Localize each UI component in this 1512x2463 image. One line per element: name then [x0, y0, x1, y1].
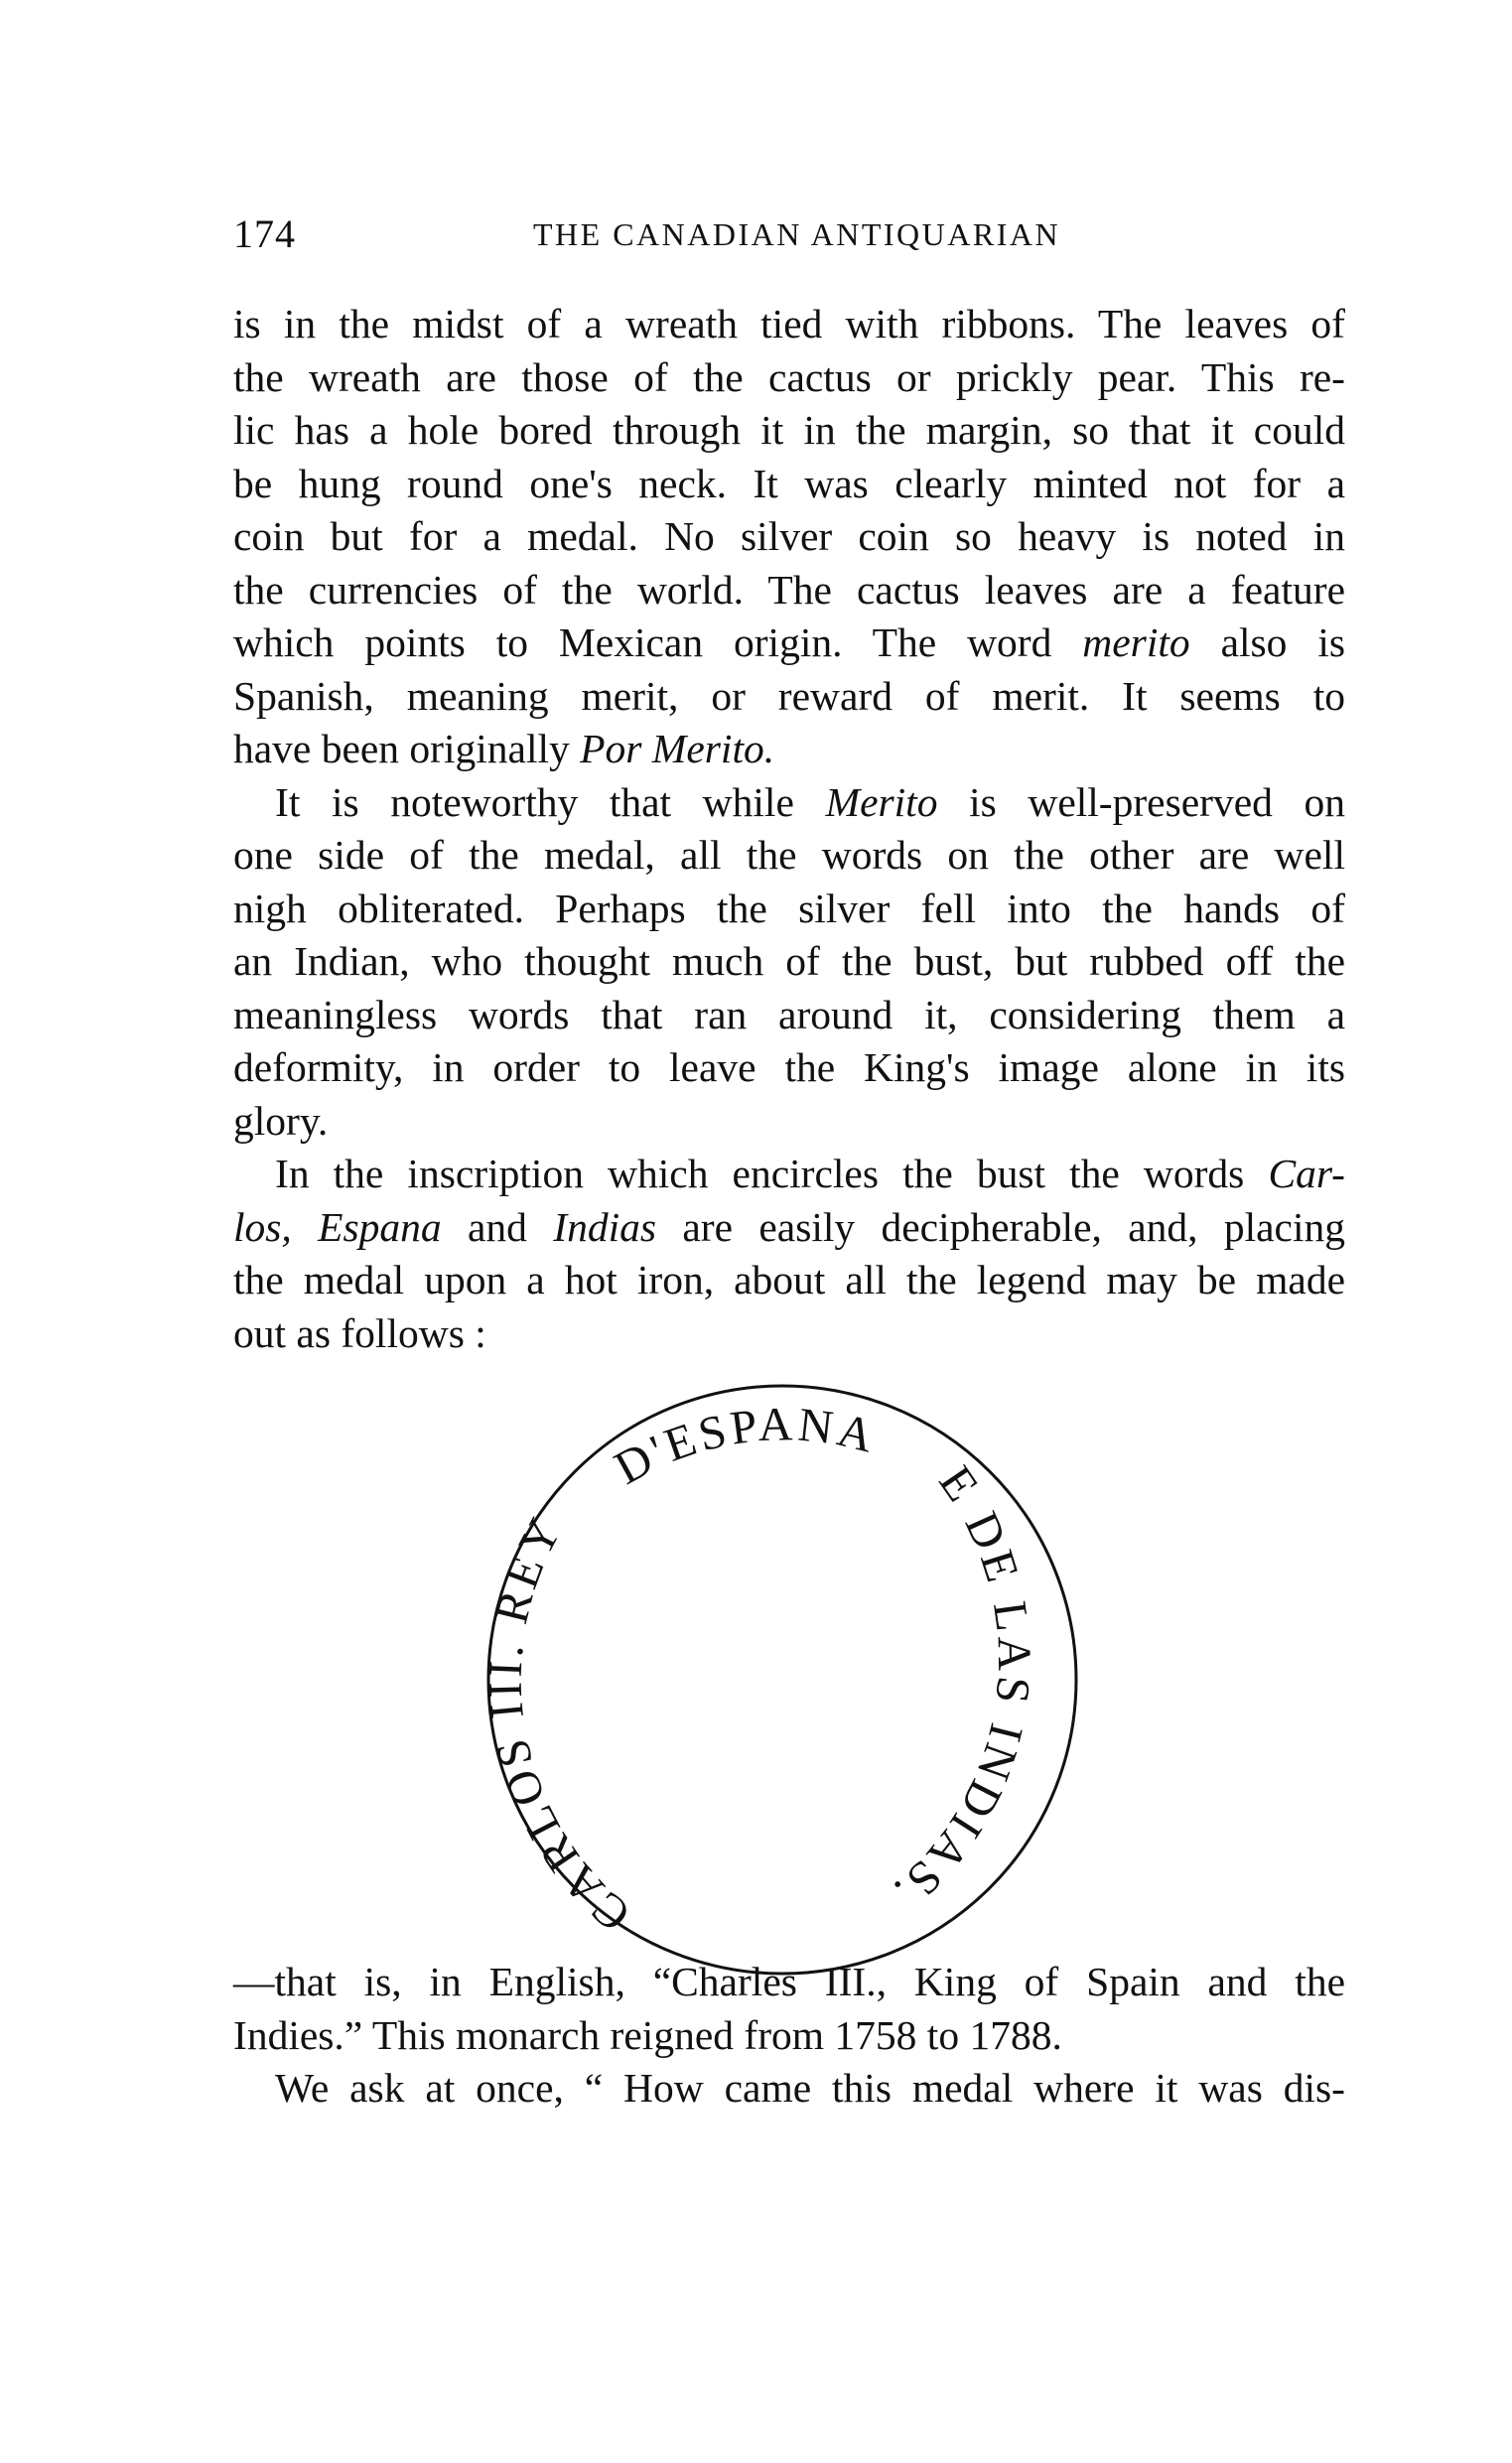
text-segment: and: [468, 1203, 527, 1250]
text-line: coin but for a medal. No silver coin so heavy is noted in: [233, 513, 1345, 559]
page-number: 174: [233, 211, 296, 256]
italic-word: Por Merito.: [580, 726, 775, 771]
text-line: —that is, in English, “Charles III., King of Spain and the: [233, 1959, 1345, 2004]
text-line: [233, 723, 1345, 776]
legend-top-arc: [607, 1398, 883, 1495]
text-line: an Indian, who thought much of the bust, but rubbed off the: [233, 938, 1345, 984]
text-line: meaningless words that ran around it, considering them a: [233, 991, 1345, 1037]
italic-word: Car-: [1268, 1151, 1346, 1196]
legend-left-arc-path: CARLOS III. REY: [479, 1506, 641, 1942]
text-segment: have been originally: [233, 726, 570, 771]
italic-word: los,: [233, 1203, 292, 1250]
italic-word: Espana: [318, 1203, 442, 1250]
text-line: lic has a hole bored through it in the margin, so that it could: [233, 407, 1345, 453]
text-line: be hung round one's neck. It was clearly minted not for a: [233, 460, 1345, 506]
journal-title: THE CANADIAN ANTIQUARIAN: [533, 216, 1061, 252]
text-line: the wreath are those of the cactus or prickly pear. This re-: [233, 353, 1345, 400]
legend-left-arc: [480, 1507, 640, 1942]
text-segment: which points to Mexican origin. The word: [233, 619, 1052, 665]
text-line: the medal upon a hot iron, about all the legend may be made: [233, 1257, 1345, 1302]
text-segment: In the inscription which encircles the bust the words: [275, 1151, 1245, 1196]
text-line: Spanish, meaning merit, or reward of merit. It seems to: [233, 672, 1345, 719]
legend-right-arc-path: E DE LAS INDIAS.: [882, 1456, 1041, 1921]
text-line: [233, 616, 1345, 670]
medal-legend-svg: [479, 1382, 1080, 1978]
text-line: is in the midst of a wreath tied with ribbons. The leaves of: [233, 301, 1345, 346]
text-line: We ask at once, “ How came this medal where it was dis-: [275, 2065, 1345, 2111]
text-segment: are easily decipherable, and, placing: [682, 1203, 1345, 1250]
text-line: nigh obliterated. Perhaps the silver fell into the hands of: [233, 885, 1345, 931]
text-line: [233, 776, 1345, 830]
italic-word: Merito: [825, 778, 938, 825]
body-text-upper: [233, 298, 1345, 1360]
text-segment: It is noteworthy that while: [275, 778, 794, 825]
text-line: one side of the medal, all the words on the other are well: [233, 832, 1345, 878]
italic-word: Indias: [553, 1203, 657, 1250]
text-line: Indies.” This monarch reigned from 1758 to 1788.: [233, 2011, 1062, 2058]
text-line: the currencies of the world. The cactus leaves are a feature: [233, 566, 1345, 613]
legend-right-arc: [882, 1457, 1040, 1921]
body-text-lower: [233, 1956, 1345, 2116]
text-line: [233, 1148, 1345, 1201]
text-line: [233, 1201, 1345, 1255]
text-segment: is well-preserved on: [969, 778, 1346, 825]
medal-legend-figure: [479, 1382, 1080, 1978]
text-line: deformity, in order to leave the King's image alone in its: [233, 1044, 1345, 1090]
text-line: glory.: [233, 1097, 329, 1144]
legend-top-arc-path: D'ESPANA: [606, 1398, 883, 1495]
text-segment: also is: [1220, 619, 1346, 665]
text-line: out as follows :: [233, 1309, 486, 1356]
running-head: [233, 210, 1355, 260]
italic-word: merito: [1082, 619, 1190, 665]
